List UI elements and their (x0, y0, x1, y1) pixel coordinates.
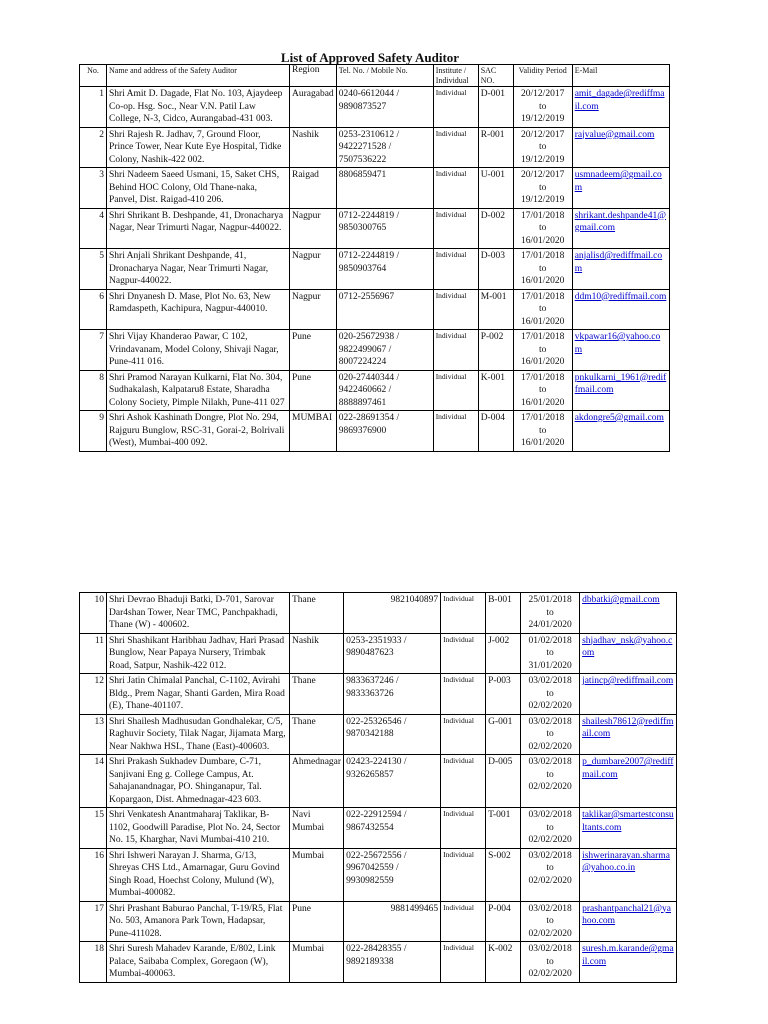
row-number: 5 (80, 249, 107, 290)
email-cell (572, 330, 669, 371)
auditor-name-address: Shri Dnyanesh D. Mase, Plot No. 63, New Ramdaspeth, Kachipura, Nagpur-440010. (107, 289, 290, 330)
validity-from: 25/01/2018 (528, 595, 572, 605)
validity-until: 16/01/2020 (521, 438, 565, 448)
email-link[interactable]: rajvalue@gmail.com (574, 129, 655, 140)
email-cell (580, 755, 677, 808)
region-cell: Nagpur (290, 249, 337, 290)
header-tel: Tel. No. / Mobile No. (336, 65, 433, 87)
email-cell (580, 714, 677, 755)
email-cell (572, 127, 669, 168)
sac-number-cell: P-003 (486, 674, 521, 715)
email-link[interactable]: usmnadeem@gmail.com (574, 170, 662, 193)
validity-from: 03/02/2018 (528, 944, 572, 954)
email-cell (572, 249, 669, 290)
validity-from: 20/12/2017 (521, 170, 565, 180)
validity-to: to (538, 263, 547, 274)
sac-number-cell: D-005 (486, 755, 521, 808)
phone-cell: 022-25326546 / 9870342188 (344, 714, 441, 755)
row-number: 12 (80, 674, 107, 715)
validity-from: 17/01/2018 (521, 210, 565, 221)
validity-from: 03/02/2018 (528, 850, 572, 861)
email-cell (580, 633, 677, 674)
auditor-name-address: Shri Anjali Shrikant Deshpande, 41, Dronacharya Nagar, Near Trimurti Nagar, Nagpur-440022. (107, 249, 290, 290)
validity-to: to (538, 223, 547, 233)
auditor-name-address: Shri Amit D. Dagade, Flat No. 103, Ajaydeep Co-op. Hsg. Soc., Near V.N. Patil Law College, N-3, Cidco, Aurangabad-431 003. (107, 87, 290, 128)
email-link[interactable]: jatincp@rediffmail.com (582, 676, 674, 686)
row-number: 11 (80, 633, 107, 674)
email-cell (572, 168, 669, 209)
row-number: 9 (80, 411, 107, 452)
region-cell: Auragabad (290, 87, 337, 128)
validity-to: to (546, 688, 554, 699)
sac-number-cell: J-002 (486, 633, 521, 674)
auditor-name-address: Shri Jatin Chimalal Panchal, C-1102, Avirahi Bldg., Prem Nagar, Shanti Garden, Mira Road (E), Thane-401107. (107, 674, 290, 715)
validity-from: 03/02/2018 (528, 716, 572, 727)
region-cell: Nagpur (290, 208, 337, 249)
validity-to: to (538, 425, 547, 436)
validity-cell (513, 249, 572, 290)
email-link[interactable]: p_dumbare2007@rediffmail.com (582, 757, 674, 780)
region-cell: Thane (290, 593, 344, 634)
phone-cell: 022-25672556 / 9967042559 / 9930982559 (344, 848, 441, 901)
row-number: 7 (80, 330, 107, 371)
validity-cell (513, 289, 572, 330)
validity-cell (521, 901, 580, 942)
type-cell: Individual (441, 714, 486, 755)
type-cell: Individual (441, 755, 486, 808)
validity-to: to (538, 304, 547, 314)
region-cell: Thane (290, 714, 344, 755)
type-cell: Individual (441, 674, 486, 715)
table-row (80, 808, 677, 849)
validity-cell (513, 168, 572, 209)
email-cell (572, 208, 669, 249)
email-cell (580, 901, 677, 942)
email-cell (580, 848, 677, 901)
document-title: List of Approved Safety Auditor (280, 50, 460, 65)
validity-to: to (546, 769, 554, 780)
auditor-name-address: Shri Shashikant Haribhau Jadhav, Hari Prasad Bunglow, Near Papaya Nursery, Trimbak Road, Satpur, Nashik-422 012. (107, 633, 290, 674)
row-number: 14 (80, 755, 107, 808)
validity-cell (521, 674, 580, 715)
auditor-name-address: Shri Prashant Baburao Panchal, T-19/R5, Flat No. 503, Amanora Park Town, Hadapsar, Pune-411028. (107, 901, 290, 942)
type-cell: Individual (433, 208, 478, 249)
type-cell: Individual (433, 87, 478, 128)
region-cell: Nagpur (290, 289, 337, 330)
validity-from: 17/01/2018 (521, 251, 565, 261)
auditor-name-address: Shri Shailesh Madhusudan Gondhalekar, C/5, Raghuvir Society, Tilak Nagar, Jijamata Marg, Near Nakhwa HSL, Thane (East)-400603. (107, 714, 290, 755)
validity-until: 16/01/2020 (521, 235, 565, 246)
phone-cell: 9821040897 (344, 593, 441, 634)
auditor-name-address: Shri Ashok Kashinath Dongre, Plot No. 294, Rajguru Bunglow, RSC-31, Gorai-2, Bolrivali (West), Mumbai-400 092. (107, 411, 290, 452)
region-cell: Ahmednagar (290, 755, 344, 808)
sac-number-cell: K-002 (486, 942, 521, 983)
validity-cell (521, 942, 580, 983)
table-row (80, 168, 670, 209)
email-link[interactable]: anjalisd@rediffmail.com (574, 251, 663, 274)
auditor-name-address: Shri Shrikant B. Deshpande, 41, Dronacharya Nagar, Near Trimurti Nagar, Nagpur-440022. (107, 208, 290, 249)
region-cell: Thane (290, 674, 344, 715)
validity-cell (521, 593, 580, 634)
region-cell: Pune (290, 330, 337, 371)
header-type: Institute / Individual (433, 65, 478, 87)
table-row (80, 942, 677, 983)
validity-until: 02/02/2020 (528, 969, 572, 979)
type-cell: Individual (433, 411, 478, 452)
email-link[interactable]: vkpawar16@yahoo.com (574, 332, 661, 355)
validity-cell (513, 370, 572, 411)
validity-to: to (546, 648, 554, 658)
email-link[interactable]: suresh.m.karande@gmail.com (582, 944, 674, 967)
sac-number-cell: P-004 (486, 901, 521, 942)
validity-until: 16/01/2020 (521, 316, 565, 327)
sac-number-cell: R-001 (478, 127, 513, 168)
type-cell: Individual (441, 901, 486, 942)
email-link[interactable]: ishwerinarayan.sharma@yahoo.co.in (582, 850, 670, 873)
validity-to: to (538, 385, 547, 395)
validity-cell (513, 208, 572, 249)
validity-to: to (538, 101, 547, 112)
validity-until: 19/12/2019 (521, 154, 565, 165)
email-link[interactable]: prashantpanchal21@yahoo.com (582, 903, 672, 926)
email-link[interactable]: dbbatki@gmail.com (582, 595, 660, 605)
email-cell (572, 289, 669, 330)
row-number: 6 (80, 289, 107, 330)
row-number: 3 (80, 168, 107, 209)
table-row (80, 411, 670, 452)
table-row (80, 755, 677, 808)
auditor-table-1 (79, 64, 670, 452)
email-link[interactable]: shjadhav_nsk@yahoo.com (582, 635, 673, 658)
auditor-name-address: Shri Rajesh R. Jadhav, 7, Ground Floor, Prince Tower, Near Kute Eye Hospital, Tidke Colony, Nashik-422 002. (107, 127, 290, 168)
phone-cell: 0240-6612044 / 9890873527 (336, 87, 433, 128)
validity-until: 19/12/2019 (521, 114, 565, 124)
email-link[interactable]: shrikant.deshpande41@gmail.com (574, 210, 667, 233)
table-row (80, 249, 670, 290)
sac-number-cell: D-003 (478, 249, 513, 290)
validity-to: to (546, 729, 554, 739)
validity-to: to (538, 182, 547, 193)
header-email: E-Mail (572, 65, 669, 87)
table-row (80, 593, 677, 634)
table-row (80, 848, 677, 901)
region-cell: Nashik (290, 633, 344, 674)
sac-number-cell: T-001 (486, 808, 521, 849)
phone-cell: 022-22912594 / 9867432554 (344, 808, 441, 849)
email-link[interactable]: shailesh78612@rediffmail.com (582, 716, 674, 739)
validity-to: to (538, 142, 547, 152)
validity-cell (521, 848, 580, 901)
row-number: 16 (80, 848, 107, 901)
region-cell: Pune (290, 370, 337, 411)
validity-from: 03/02/2018 (528, 810, 572, 820)
validity-to: to (546, 822, 554, 833)
auditor-name-address: Shri Pramod Narayan Kulkarni, Flat No. 304, Sudhakalash, Kalpataru8 Estate, Sharadha Colony Society, Pimple Nilakh, Pune-411 027 (107, 370, 290, 411)
email-cell (580, 593, 677, 634)
region-cell: Raigad (290, 168, 337, 209)
type-cell: Individual (433, 370, 478, 411)
auditor-name-address: Shri Devrao Bhaduji Batki, D-701, Sarovar Dar4shan Tower, Near TMC, Panchpakhadi, Thane (W) - 400602. (107, 593, 290, 634)
row-number: 8 (80, 370, 107, 411)
phone-cell: 9833637246 / 9833363726 (344, 674, 441, 715)
validity-until: 02/02/2020 (528, 928, 572, 939)
validity-to: to (546, 916, 554, 926)
validity-until: 16/01/2020 (521, 276, 565, 286)
phone-cell: 0712-2244819 / 9850903764 (336, 249, 433, 290)
email-cell (572, 411, 669, 452)
phone-cell: 020-27440344 / 9422460662 / 8888897461 (336, 370, 433, 411)
validity-cell (521, 755, 580, 808)
type-cell: Individual (433, 168, 478, 209)
table-row (80, 87, 670, 128)
validity-from: 17/01/2018 (521, 372, 565, 383)
validity-from: 01/02/2018 (528, 635, 572, 646)
email-cell (580, 942, 677, 983)
row-number: 18 (80, 942, 107, 983)
validity-cell (513, 127, 572, 168)
table-row (80, 674, 677, 715)
email-link[interactable]: pnkulkarni_1961@rediffmail.com (574, 372, 667, 395)
email-cell (580, 808, 677, 849)
header-sac: SAC NO. (478, 65, 513, 87)
table-row (80, 633, 677, 674)
table-header-row (80, 65, 670, 87)
validity-cell (521, 714, 580, 755)
row-number: 1 (80, 87, 107, 128)
region-cell: MUMBAI (290, 411, 337, 452)
phone-cell: 022-28428355 / 9892189338 (344, 942, 441, 983)
validity-to: to (546, 607, 554, 618)
validity-until: 24/01/2020 (528, 620, 572, 630)
validity-from: 03/02/2018 (528, 903, 572, 914)
validity-until: 02/02/2020 (528, 875, 572, 886)
phone-cell: 0253-2310612 / 9422271528 / 7507536222 (336, 127, 433, 168)
validity-from: 17/01/2018 (521, 291, 565, 302)
header-no: No. (80, 65, 107, 87)
table-row (80, 330, 670, 371)
email-link[interactable]: ddm10@rediffmail.com (574, 291, 667, 302)
phone-cell: 0253-2351933 / 9890487623 (344, 633, 441, 674)
table-row (80, 714, 677, 755)
header-name: Name and address of the Safety Auditor (107, 65, 290, 87)
row-number: 15 (80, 808, 107, 849)
sac-number-cell: D-001 (478, 87, 513, 128)
type-cell: Individual (441, 942, 486, 983)
validity-until: 02/02/2020 (528, 741, 572, 752)
validity-until: 19/12/2019 (521, 195, 565, 205)
validity-from: 20/12/2017 (521, 129, 565, 140)
validity-from: 17/01/2018 (521, 332, 565, 342)
sac-number-cell: D-004 (478, 411, 513, 452)
row-number: 13 (80, 714, 107, 755)
phone-cell: 02423-224130 / 9326265857 (344, 755, 441, 808)
email-link[interactable]: taklikar@smartestconsultants.com (582, 810, 674, 833)
auditor-name-address: Shri Venkatesh Anantmaharaj Taklikar, B-1102, Goodwill Paradise, Plot No. 24, Sector No. 15, Kharghar, Navi Mumbai-410 210. (107, 808, 290, 849)
validity-cell (513, 330, 572, 371)
validity-to: to (546, 956, 554, 967)
validity-cell (521, 808, 580, 849)
region-cell: Mumbai (290, 848, 344, 901)
email-cell (580, 674, 677, 715)
email-link[interactable]: akdongre5@gmail.com (574, 413, 664, 423)
type-cell: Individual (441, 808, 486, 849)
validity-until: 02/02/2020 (528, 835, 572, 845)
sac-number-cell: G-001 (486, 714, 521, 755)
validity-until: 16/01/2020 (521, 357, 565, 367)
validity-until: 16/01/2020 (521, 397, 565, 408)
validity-from: 20/12/2017 (521, 89, 565, 99)
sac-number-cell: U-001 (478, 168, 513, 209)
row-number: 10 (80, 593, 107, 634)
sac-number-cell: S-002 (486, 848, 521, 901)
sac-number-cell: B-001 (486, 593, 521, 634)
auditor-name-address: Shri Vijay Khanderao Pawar, C 102, Vrindavanam, Model Colony, Shivaji Nagar, Pune-411 016. (107, 330, 290, 371)
validity-until: 31/01/2020 (528, 660, 572, 671)
type-cell: Individual (433, 249, 478, 290)
region-cell: Navi Mumbai (290, 808, 344, 849)
row-number: 2 (80, 127, 107, 168)
validity-cell (521, 633, 580, 674)
validity-to: to (538, 344, 547, 355)
type-cell: Individual (441, 593, 486, 634)
region-cell: Nashik (290, 127, 337, 168)
type-cell: Individual (433, 330, 478, 371)
row-number: 17 (80, 901, 107, 942)
phone-cell: 0712-2244819 / 9850300765 (336, 208, 433, 249)
type-cell: Individual (441, 633, 486, 674)
validity-from: 03/02/2018 (528, 676, 572, 686)
type-cell: Individual (441, 848, 486, 901)
auditor-name-address: Shri Ishweri Narayan J. Sharma, G/13, Shreyas CHS Ltd., Amarnagar, Guru Govind Singh Road, Hoechst Colony, Mulund (W), Mumbai-400082. (107, 848, 290, 901)
phone-cell: 020-25672938 / 9822499067 / 8007224224 (336, 330, 433, 371)
region-cell: Pune (290, 901, 344, 942)
validity-until: 02/02/2020 (528, 701, 572, 711)
validity-until: 02/02/2020 (528, 782, 572, 792)
table-row (80, 901, 677, 942)
sac-number-cell: P-002 (478, 330, 513, 371)
email-cell (572, 370, 669, 411)
auditor-table-2 (79, 592, 677, 983)
type-cell: Individual (433, 289, 478, 330)
row-number: 4 (80, 208, 107, 249)
table-row (80, 289, 670, 330)
validity-to: to (546, 863, 554, 873)
phone-cell: 8806859471 (336, 168, 433, 209)
email-link[interactable]: amit_dagade@rediffmail.com (574, 89, 665, 112)
phone-cell: 022-28691354 / 9869376900 (336, 411, 433, 452)
phone-cell: 9881499465 (344, 901, 441, 942)
table-row (80, 208, 670, 249)
sac-number-cell: D-002 (478, 208, 513, 249)
auditor-name-address: Shri Nadeem Saeed Usmani, 15, Saket CHS, Behind HOC Colony, Old Thane-naka, Panvel, Dist. Raigad-410 206. (107, 168, 290, 209)
sac-number-cell: K-001 (478, 370, 513, 411)
validity-from: 03/02/2018 (528, 757, 572, 767)
header-validity: Validity Period (513, 65, 572, 87)
auditor-name-address: Shri Suresh Mahadev Karande, E/802, Link Palace, Saibaba Complex, Goregaon (W), Mumbai-400063. (107, 942, 290, 983)
email-cell (572, 87, 669, 128)
validity-from: 17/01/2018 (521, 413, 565, 423)
type-cell: Individual (433, 127, 478, 168)
phone-cell: 0712-2556967 (336, 289, 433, 330)
header-region: Region (290, 65, 337, 87)
sac-number-cell: M-001 (478, 289, 513, 330)
validity-cell (513, 87, 572, 128)
region-cell: Mumbai (290, 942, 344, 983)
table-row (80, 370, 670, 411)
validity-cell (513, 411, 572, 452)
auditor-name-address: Shri Prakash Sukhadev Dumbare, C-71, Sanjivani Eng g. College Campus, At. Sahajanandnagar, PO. Shinganapur, Tal. Kopargaon, Dist. Ahmednagar-423 603. (107, 755, 290, 808)
table-row (80, 127, 670, 168)
